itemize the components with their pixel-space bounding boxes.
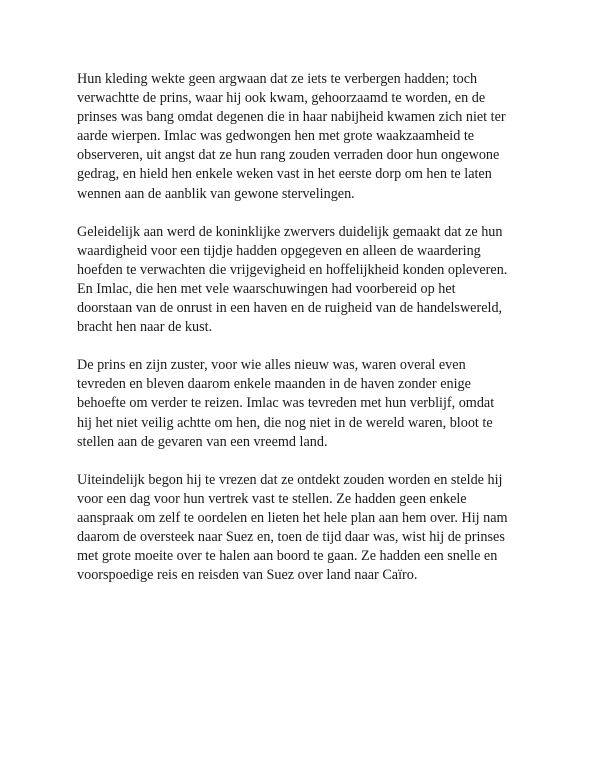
- text-line: tevreden en bleven daarom enkele maanden in de haven zonder enige: [77, 376, 471, 393]
- paragraph-3: [77, 356, 528, 451]
- text-line: daarom de oversteek naar Suez en, toen de tijd daar was, wist hij de prinses: [77, 528, 505, 545]
- text-line: verwachtte de prins, waar hij ook kwam, gehoorzaamd te worden, en de: [77, 90, 486, 107]
- text-line: voor een dag voor hun vertrek vast te stellen. Ze hadden geen enkele: [77, 490, 467, 507]
- text-line: stellen aan de gevaren van een vreemd land.: [77, 433, 328, 450]
- text-line: Uiteindelijk begon hij te vrezen dat ze ontdekt zouden worden en stelde hij: [77, 471, 503, 488]
- text-line: Geleidelijk aan werd de koninklijke zwervers duidelijk gemaakt dat ze hun: [77, 223, 503, 240]
- text-line: waardigheid voor een tijdje hadden opgegeven en alleen de waardering: [77, 242, 481, 259]
- text-line: hij het niet veilig achtte om hen, die nog niet in de wereld waren, bloot te: [77, 414, 493, 431]
- text-line: doorstaan van de onrust in een haven en de ruigheid van de handelswereld,: [77, 300, 503, 317]
- paragraph-4: [77, 471, 528, 586]
- text-line: behoefte om verder te reizen. Imlac was tevreden met hun verblijf, omdat: [77, 395, 495, 412]
- text-line: observeren, uit angst dat ze hun rang zouden verraden door hun ongewone: [77, 147, 500, 164]
- text-line: bracht hen naar de kust.: [77, 319, 213, 336]
- text-line: hoefden te verwachten die vrijgevigheid en hoffelijkheid konden opleveren.: [77, 261, 508, 278]
- text-line: Hun kleding wekte geen argwaan dat ze iets te verbergen hadden; toch: [77, 71, 478, 87]
- text-line: wennen aan de aanblik van gewone stervelingen.: [77, 185, 355, 202]
- text-line: aanspraak om zelf te oordelen en lieten het hele plan aan hem over. Hij nam: [77, 509, 508, 526]
- text-line: aarde wierpen. Imlac was gedwongen hen met grote waakzaamheid te: [77, 128, 475, 145]
- text-line: prinses was bang omdat degenen die in haar nabijheid kwamen zich niet ter: [77, 109, 506, 126]
- paragraph-1: [77, 70, 528, 204]
- text-line: En Imlac, die hen met vele waarschuwingen had voorbereid op het: [77, 280, 456, 297]
- text-line: De prins en zijn zuster, voor wie alles nieuw was, waren overal even: [77, 357, 466, 374]
- paragraph-2: [77, 223, 528, 338]
- text-line: met grote moeite over te halen aan boord te gaan. Ze hadden een snelle en: [77, 548, 498, 565]
- text-line: voorspoedige reis en reisden van Suez over land naar Caïro.: [77, 567, 418, 584]
- text-line: gedrag, en hield hen enkele weken vast in het eerste dorp om hen te laten: [77, 166, 492, 183]
